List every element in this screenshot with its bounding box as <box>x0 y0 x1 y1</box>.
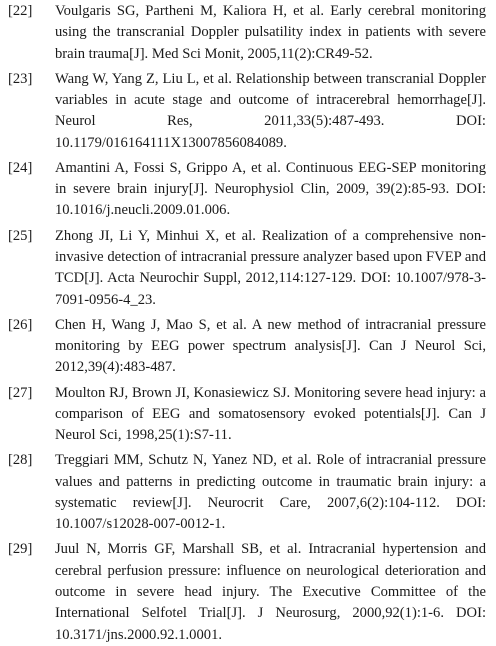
reference-number: [27] <box>8 384 33 401</box>
reference-entry <box>8 383 486 447</box>
reference-text: Chen H, Wang J, Mao S, et al. A new method of intracranial pressure monitoring by EEG power spectrum analysis[J]. Can J Neurol Sci, 2012,39(4):483-487. <box>55 316 486 376</box>
reference-entry <box>8 1 486 65</box>
reference-entry <box>8 158 486 222</box>
reference-entry <box>8 450 486 535</box>
reference-entry <box>8 226 486 311</box>
reference-text: Zhong JI, Li Y, Minhui X, et al. Realization of a comprehensive non-invasive detection of intracranial pressure analyzer based upon FVEP and TCD[J]. Acta Neurochir Suppl, 2012,114:127-129. DOI: 10.1007/978-3-7091-0956-4_23. <box>55 227 486 308</box>
reference-entry <box>8 69 486 154</box>
reference-text: Treggiari MM, Schutz N, Yanez ND, et al. Role of intracranial pressure values and patterns in predicting outcome in traumatic brain injury: a systematic review[J]. Neurocrit Care, 2007,6(2):104-112. DOI: 10.1007/s12028-007-0012-1. <box>55 452 486 533</box>
reference-number: [22] <box>8 3 33 19</box>
reference-number: [26] <box>8 316 33 333</box>
reference-number: [25] <box>8 227 33 244</box>
reference-text: Amantini A, Fossi S, Grippo A, et al. Continuous EEG-SEP monitoring in severe brain injury[J]. Neurophysiol Clin, 2009, 39(2):85-93. DOI: 10.1016/j.neucli.2009.01.006. <box>55 159 486 219</box>
reference-text: Moulton RJ, Brown JI, Konasiewicz SJ. Monitoring severe head injury: a comparison of EEG and somatosensory evoked potentials[J]. Can J Neurol Sci, 1998,25(1):S7-11. <box>55 384 486 444</box>
reference-entry <box>8 315 486 379</box>
reference-text: Wang W, Yang Z, Liu L, et al. Relationship between transcranial Doppler variables in acute stage and outcome of intracerebral hemorrhage[J]. Neurol Res, 2011,33(5):487-493. DOI: 10.1179/016164111X13007856084089. <box>55 70 486 151</box>
reference-number: [24] <box>8 159 33 176</box>
reference-number: [29] <box>8 541 33 558</box>
reference-number: [23] <box>8 70 33 87</box>
reference-number: [28] <box>8 452 33 469</box>
reference-text: Voulgaris SG, Partheni M, Kaliora H, et al. Early cerebral monitoring using the transcranial Doppler pulsatility index in patients with severe brain trauma[J]. Med Sci Monit, 2005,11(2):CR49-52. <box>55 3 486 62</box>
reference-entry <box>8 539 486 645</box>
reference-text: Juul N, Morris GF, Marshall SB, et al. Intracranial hypertension and cerebral perfusion pressure: influence on neurological deterioration and outcome in severe head injury. The Executive Committee of the International Selfotel Trial[J]. J Neurosurg, 2000,92(1):1-6. DOI: 10.3171/jns.2000.92.1.0001. <box>55 541 486 643</box>
